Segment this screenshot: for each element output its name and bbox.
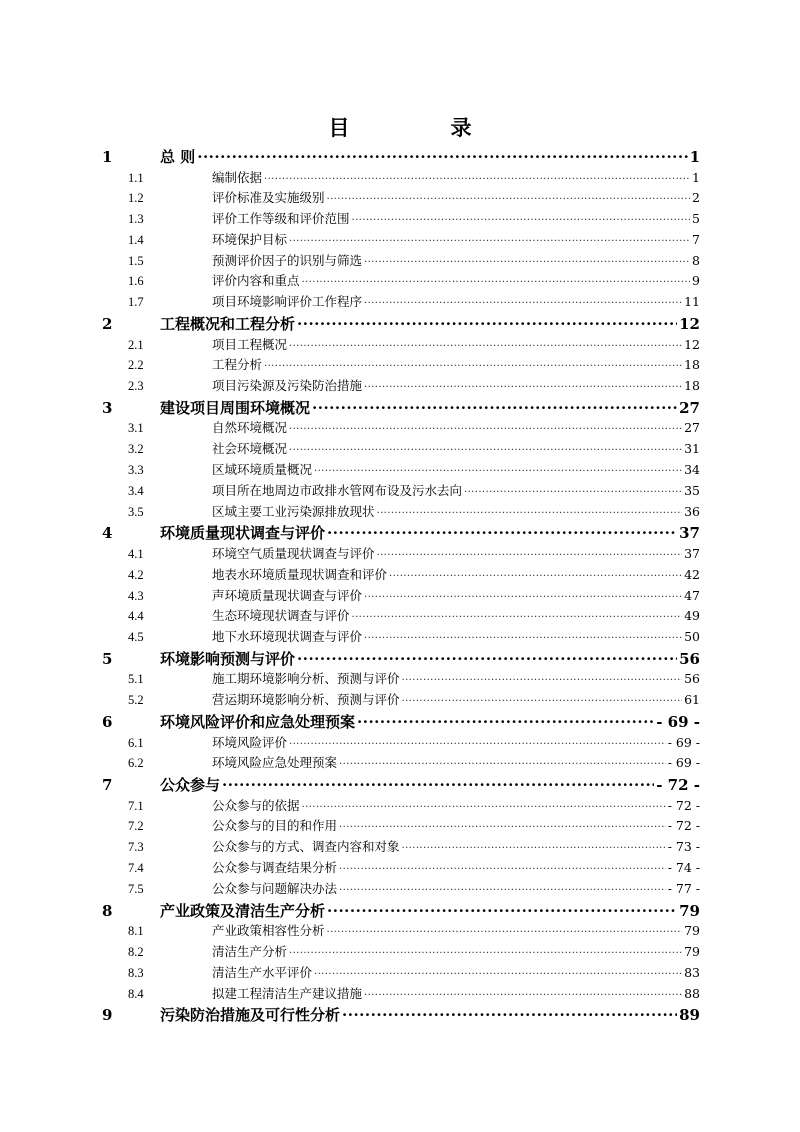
toc-entry-number: 4.4: [128, 609, 144, 624]
toc-entry-number: 5.1: [128, 672, 144, 687]
toc-section-row[interactable]: [100, 271, 700, 292]
toc-entry-page-number: 12: [684, 336, 700, 352]
toc-dot-leader: [352, 608, 683, 621]
toc-entry-page-number: 42: [684, 566, 700, 582]
toc-dot-leader: [264, 169, 690, 182]
toc-dot-leader: [364, 587, 682, 600]
toc-section-row[interactable]: [100, 816, 700, 837]
toc-section-row[interactable]: [100, 669, 700, 690]
toc-dot-leader: [339, 880, 666, 893]
toc-entry-page-number: - 69 -: [656, 713, 700, 732]
toc-entry-title: 编制依据: [212, 169, 263, 185]
toc-dot-leader: [389, 566, 682, 579]
toc-entry-title: 评价标准及实施级别: [212, 190, 325, 206]
toc-entry-number: 1.3: [128, 212, 144, 227]
toc-dot-leader: [339, 818, 666, 831]
toc-entry-number: 3.4: [128, 483, 144, 498]
toc-entry-page-number: 34: [684, 462, 700, 478]
toc-entry-page-number: 11: [684, 294, 700, 310]
toc-chapter-row[interactable]: [100, 522, 700, 544]
toc-dot-leader: [314, 964, 682, 977]
toc-dot-leader: [222, 775, 654, 790]
toc-entry-title: 预测评价因子的识别与筛选: [212, 252, 363, 268]
toc-dot-leader: [464, 482, 682, 495]
toc-section-row[interactable]: [100, 565, 700, 586]
toc-section-row[interactable]: [100, 544, 700, 565]
toc-dot-leader: [289, 420, 682, 433]
toc-entry-page-number: 2: [692, 190, 700, 206]
toc-dot-leader: [357, 712, 654, 727]
toc-dot-leader: [289, 943, 682, 956]
toc-section-row[interactable]: [100, 606, 700, 627]
toc-section-row[interactable]: [100, 753, 700, 774]
toc-entry-page-number: 1: [689, 148, 700, 166]
toc-entry-title: 总 则: [160, 148, 196, 166]
toc-dot-leader: [289, 336, 682, 349]
toc-entry-page-number: 31: [684, 441, 700, 457]
toc-dot-leader: [327, 901, 677, 916]
toc-section-row[interactable]: [100, 251, 700, 272]
toc-dot-leader: [289, 734, 666, 747]
toc-section-row[interactable]: [100, 586, 700, 607]
toc-entry-page-number: 18: [684, 357, 700, 373]
toc-entry-page-number: - 69 -: [667, 755, 700, 771]
toc-entry-title: 工程分析: [212, 357, 263, 373]
toc-entry-page-number: 79: [684, 943, 700, 959]
toc-entry-number: 7.1: [128, 798, 144, 813]
toc-dot-leader: [314, 462, 682, 475]
toc-entry-page-number: 8: [692, 252, 700, 268]
toc-chapter-row[interactable]: [100, 313, 700, 335]
toc-chapter-row[interactable]: [100, 397, 700, 419]
toc-entry-page-number: 7: [692, 231, 700, 247]
toc-entry-page-number: 79: [684, 923, 700, 939]
toc-entry-title: 环境质量现状调查与评价: [160, 524, 326, 543]
toc-entry-page-number: 9: [692, 273, 700, 289]
toc-entry-number: 2.2: [128, 358, 144, 373]
toc-dot-leader: [312, 398, 677, 413]
toc-entry-title: 清洁生产水平评价: [212, 964, 313, 980]
toc-entry-title: 工程概况和工程分析: [160, 315, 296, 334]
toc-entry-title: 公众参与的方式、调查内容和对象: [212, 839, 400, 855]
toc-section-row[interactable]: [100, 858, 700, 879]
toc-entry-title: 环境保护目标: [212, 231, 288, 247]
toc-entry-page-number: 56: [679, 649, 700, 668]
toc-entry-title: 公众参与的依据: [212, 797, 300, 813]
toc-entry-number: 3.5: [128, 504, 144, 519]
toc-dot-leader: [339, 860, 666, 873]
toc-section-row[interactable]: [100, 418, 700, 439]
toc-dot-leader: [402, 692, 683, 705]
toc-dot-leader: [402, 671, 683, 684]
toc-entry-title: 环境风险评价和应急处理预案: [160, 713, 356, 732]
toc-dot-leader: [339, 755, 666, 768]
table-of-contents: [100, 146, 700, 1026]
toc-entry-number: 6: [102, 713, 113, 732]
toc-dot-leader: [364, 629, 682, 642]
toc-entry-number: 3.2: [128, 442, 144, 457]
toc-section-row[interactable]: [100, 460, 700, 481]
toc-entry-number: 8.2: [128, 944, 144, 959]
toc-entry-number: 1.4: [128, 232, 144, 247]
toc-entry-page-number: 61: [684, 692, 700, 708]
toc-section-row[interactable]: [100, 796, 700, 817]
toc-dot-leader: [364, 252, 690, 265]
toc-entry-number: 6.2: [128, 756, 144, 771]
toc-entry-page-number: 49: [684, 608, 700, 624]
toc-entry-page-number: 35: [684, 482, 700, 498]
toc-entry-title: 项目污染源及污染防治措施: [212, 378, 363, 394]
toc-entry-number: 9: [102, 1006, 113, 1025]
toc-entry-title: 环境风险评价: [212, 734, 288, 750]
toc-section-row[interactable]: [100, 230, 700, 251]
toc-entry-title: 公众参与问题解决办法: [212, 880, 338, 896]
toc-dot-leader: [364, 294, 682, 307]
toc-section-row[interactable]: [100, 963, 700, 984]
toc-entry-title: 公众参与调查结果分析: [212, 860, 338, 876]
toc-entry-number: 4.1: [128, 546, 144, 561]
toc-section-row[interactable]: [100, 921, 700, 942]
toc-entry-number: 1.1: [128, 170, 144, 185]
toc-entry-number: 7.5: [128, 881, 144, 896]
toc-entry-number: 4.5: [128, 630, 144, 645]
toc-entry-page-number: 1: [692, 169, 700, 185]
toc-dot-leader: [402, 839, 666, 852]
toc-entry-title: 地表水环境质量现状调查和评价: [212, 566, 388, 582]
toc-entry-number: 6.1: [128, 735, 144, 750]
toc-entry-page-number: - 74 -: [667, 860, 700, 876]
toc-section-row[interactable]: [100, 209, 700, 230]
toc-dot-leader: [327, 523, 677, 538]
toc-entry-page-number: 56: [684, 671, 700, 687]
toc-entry-page-number: - 77 -: [667, 880, 700, 896]
toc-title: 目 录: [328, 115, 512, 140]
toc-entry-page-number: 36: [684, 503, 700, 519]
toc-entry-title: 自然环境概况: [212, 420, 288, 436]
toc-entry-page-number: 37: [684, 545, 700, 561]
toc-chapter-row[interactable]: [100, 711, 700, 733]
toc-dot-leader: [377, 503, 683, 516]
toc-entry-number: 1: [102, 148, 113, 166]
toc-entry-number: 3.1: [128, 421, 144, 436]
toc-entry-page-number: 47: [684, 587, 700, 603]
toc-chapter-row[interactable]: [100, 1004, 700, 1026]
toc-entry-title: 清洁生产分析: [212, 943, 288, 959]
toc-dot-leader: [302, 273, 691, 286]
toc-entry-title: 声环境质量现状调查与评价: [212, 587, 363, 603]
toc-entry-page-number: - 72 -: [667, 818, 700, 834]
toc-entry-page-number: 27: [679, 398, 700, 417]
toc-entry-title: 生态环境现状调查与评价: [212, 608, 350, 624]
toc-entry-number: 5.2: [128, 693, 144, 708]
toc-dot-leader: [364, 378, 682, 391]
toc-entry-title: 项目工程概况: [212, 336, 288, 352]
toc-entry-title: 污染防治措施及可行性分析: [160, 1006, 341, 1025]
toc-entry-title: 区域主要工业污染源排放现状: [212, 503, 375, 519]
toc-entry-title: 社会环境概况: [212, 441, 288, 457]
toc-entry-page-number: 89: [679, 1006, 700, 1025]
toc-section-row[interactable]: [100, 984, 700, 1005]
toc-entry-number: 4: [102, 524, 113, 543]
toc-dot-leader: [302, 797, 666, 810]
toc-entry-number: 3.3: [128, 463, 144, 478]
toc-dot-leader: [327, 190, 691, 203]
toc-entry-title: 环境空气质量现状调查与评价: [212, 545, 375, 561]
toc-dot-leader: [377, 545, 683, 558]
toc-entry-page-number: - 72 -: [656, 776, 700, 795]
toc-entry-number: 8.3: [128, 965, 144, 980]
toc-entry-page-number: 37: [679, 524, 700, 543]
toc-entry-page-number: 18: [684, 378, 700, 394]
toc-entry-number: 7: [102, 776, 113, 795]
toc-entry-title: 营运期环境影响分析、预测与评价: [212, 692, 400, 708]
toc-entry-number: 2.1: [128, 337, 144, 352]
toc-entry-title: 公众参与的目的和作用: [212, 818, 338, 834]
toc-entry-number: 5: [102, 649, 113, 668]
toc-entry-title: 地下水环境现状调查与评价: [212, 629, 363, 645]
toc-entry-title: 环境影响预测与评价: [160, 649, 296, 668]
toc-entry-title: 拟建工程清洁生产建议措施: [212, 985, 363, 1001]
toc-entry-number: 7.3: [128, 840, 144, 855]
toc-entry-number: 2: [102, 315, 113, 334]
toc-section-row[interactable]: [100, 837, 700, 858]
toc-dot-leader: [327, 923, 683, 936]
toc-entry-number: 3: [102, 398, 113, 417]
toc-entry-page-number: - 72 -: [667, 797, 700, 813]
toc-entry-title: 建设项目周围环境概况: [160, 398, 311, 417]
toc-section-row[interactable]: [100, 733, 700, 754]
toc-entry-number: 8: [102, 901, 113, 920]
toc-dot-leader: [364, 985, 682, 998]
toc-entry-page-number: 50: [684, 629, 700, 645]
toc-section-row[interactable]: [100, 335, 700, 356]
toc-dot-leader: [342, 1005, 677, 1020]
toc-entry-page-number: 27: [684, 420, 700, 436]
toc-entry-number: 2.3: [128, 379, 144, 394]
toc-section-row[interactable]: [100, 188, 700, 209]
toc-entry-number: 1.5: [128, 253, 144, 268]
toc-chapter-row[interactable]: [100, 900, 700, 922]
toc-entry-page-number: 79: [679, 901, 700, 920]
toc-entry-number: 4.3: [128, 588, 144, 603]
toc-dot-leader: [289, 441, 682, 454]
toc-entry-title: 评价工作等级和评价范围: [212, 211, 350, 227]
toc-entry-number: 7.2: [128, 819, 144, 834]
toc-entry-number: 1.6: [128, 274, 144, 289]
toc-dot-leader: [197, 147, 687, 162]
toc-section-row[interactable]: [100, 439, 700, 460]
toc-entry-title: 产业政策及清洁生产分析: [160, 901, 326, 920]
toc-entry-title: 评价内容和重点: [212, 273, 300, 289]
toc-section-row[interactable]: [100, 481, 700, 502]
toc-entry-number: 1.2: [128, 191, 144, 206]
toc-entry-number: 7.4: [128, 861, 144, 876]
toc-entry-title: 施工期环境影响分析、预测与评价: [212, 671, 400, 687]
toc-entry-page-number: - 73 -: [667, 839, 700, 855]
toc-section-row[interactable]: [100, 168, 700, 189]
toc-entry-page-number: 88: [684, 985, 700, 1001]
toc-section-row[interactable]: [100, 879, 700, 900]
toc-section-row[interactable]: [100, 502, 700, 523]
toc-dot-leader: [297, 314, 677, 329]
toc-entry-page-number: 83: [684, 964, 700, 980]
toc-entry-number: 8.4: [128, 986, 144, 1001]
toc-chapter-row[interactable]: [100, 648, 700, 670]
toc-entry-number: 8.1: [128, 924, 144, 939]
toc-entry-page-number: 5: [692, 211, 700, 227]
toc-entry-page-number: 12: [679, 315, 700, 334]
toc-entry-title: 产业政策相容性分析: [212, 923, 325, 939]
toc-section-row[interactable]: [100, 942, 700, 963]
toc-entry-title: 环境风险应急处理预案: [212, 755, 338, 771]
toc-dot-leader: [289, 231, 690, 244]
toc-section-row[interactable]: [100, 376, 700, 397]
toc-entry-number: 4.2: [128, 567, 144, 582]
toc-dot-leader: [352, 211, 691, 224]
toc-section-row[interactable]: [100, 355, 700, 376]
toc-entry-page-number: - 69 -: [667, 734, 700, 750]
toc-chapter-row[interactable]: [100, 774, 700, 796]
toc-dot-leader: [297, 649, 677, 664]
toc-section-row[interactable]: [100, 690, 700, 711]
toc-entry-number: 1.7: [128, 295, 144, 310]
toc-entry-title: 公众参与: [160, 776, 221, 795]
toc-entry-title: 区域环境质量概况: [212, 462, 313, 478]
toc-dot-leader: [264, 357, 682, 370]
toc-entry-title: 项目所在地周边市政排水管网布设及污水去向: [212, 482, 463, 498]
toc-section-row[interactable]: [100, 292, 700, 313]
toc-section-row[interactable]: [100, 627, 700, 648]
toc-entry-title: 项目环境影响评价工作程序: [212, 294, 363, 310]
toc-chapter-row[interactable]: [100, 146, 700, 168]
